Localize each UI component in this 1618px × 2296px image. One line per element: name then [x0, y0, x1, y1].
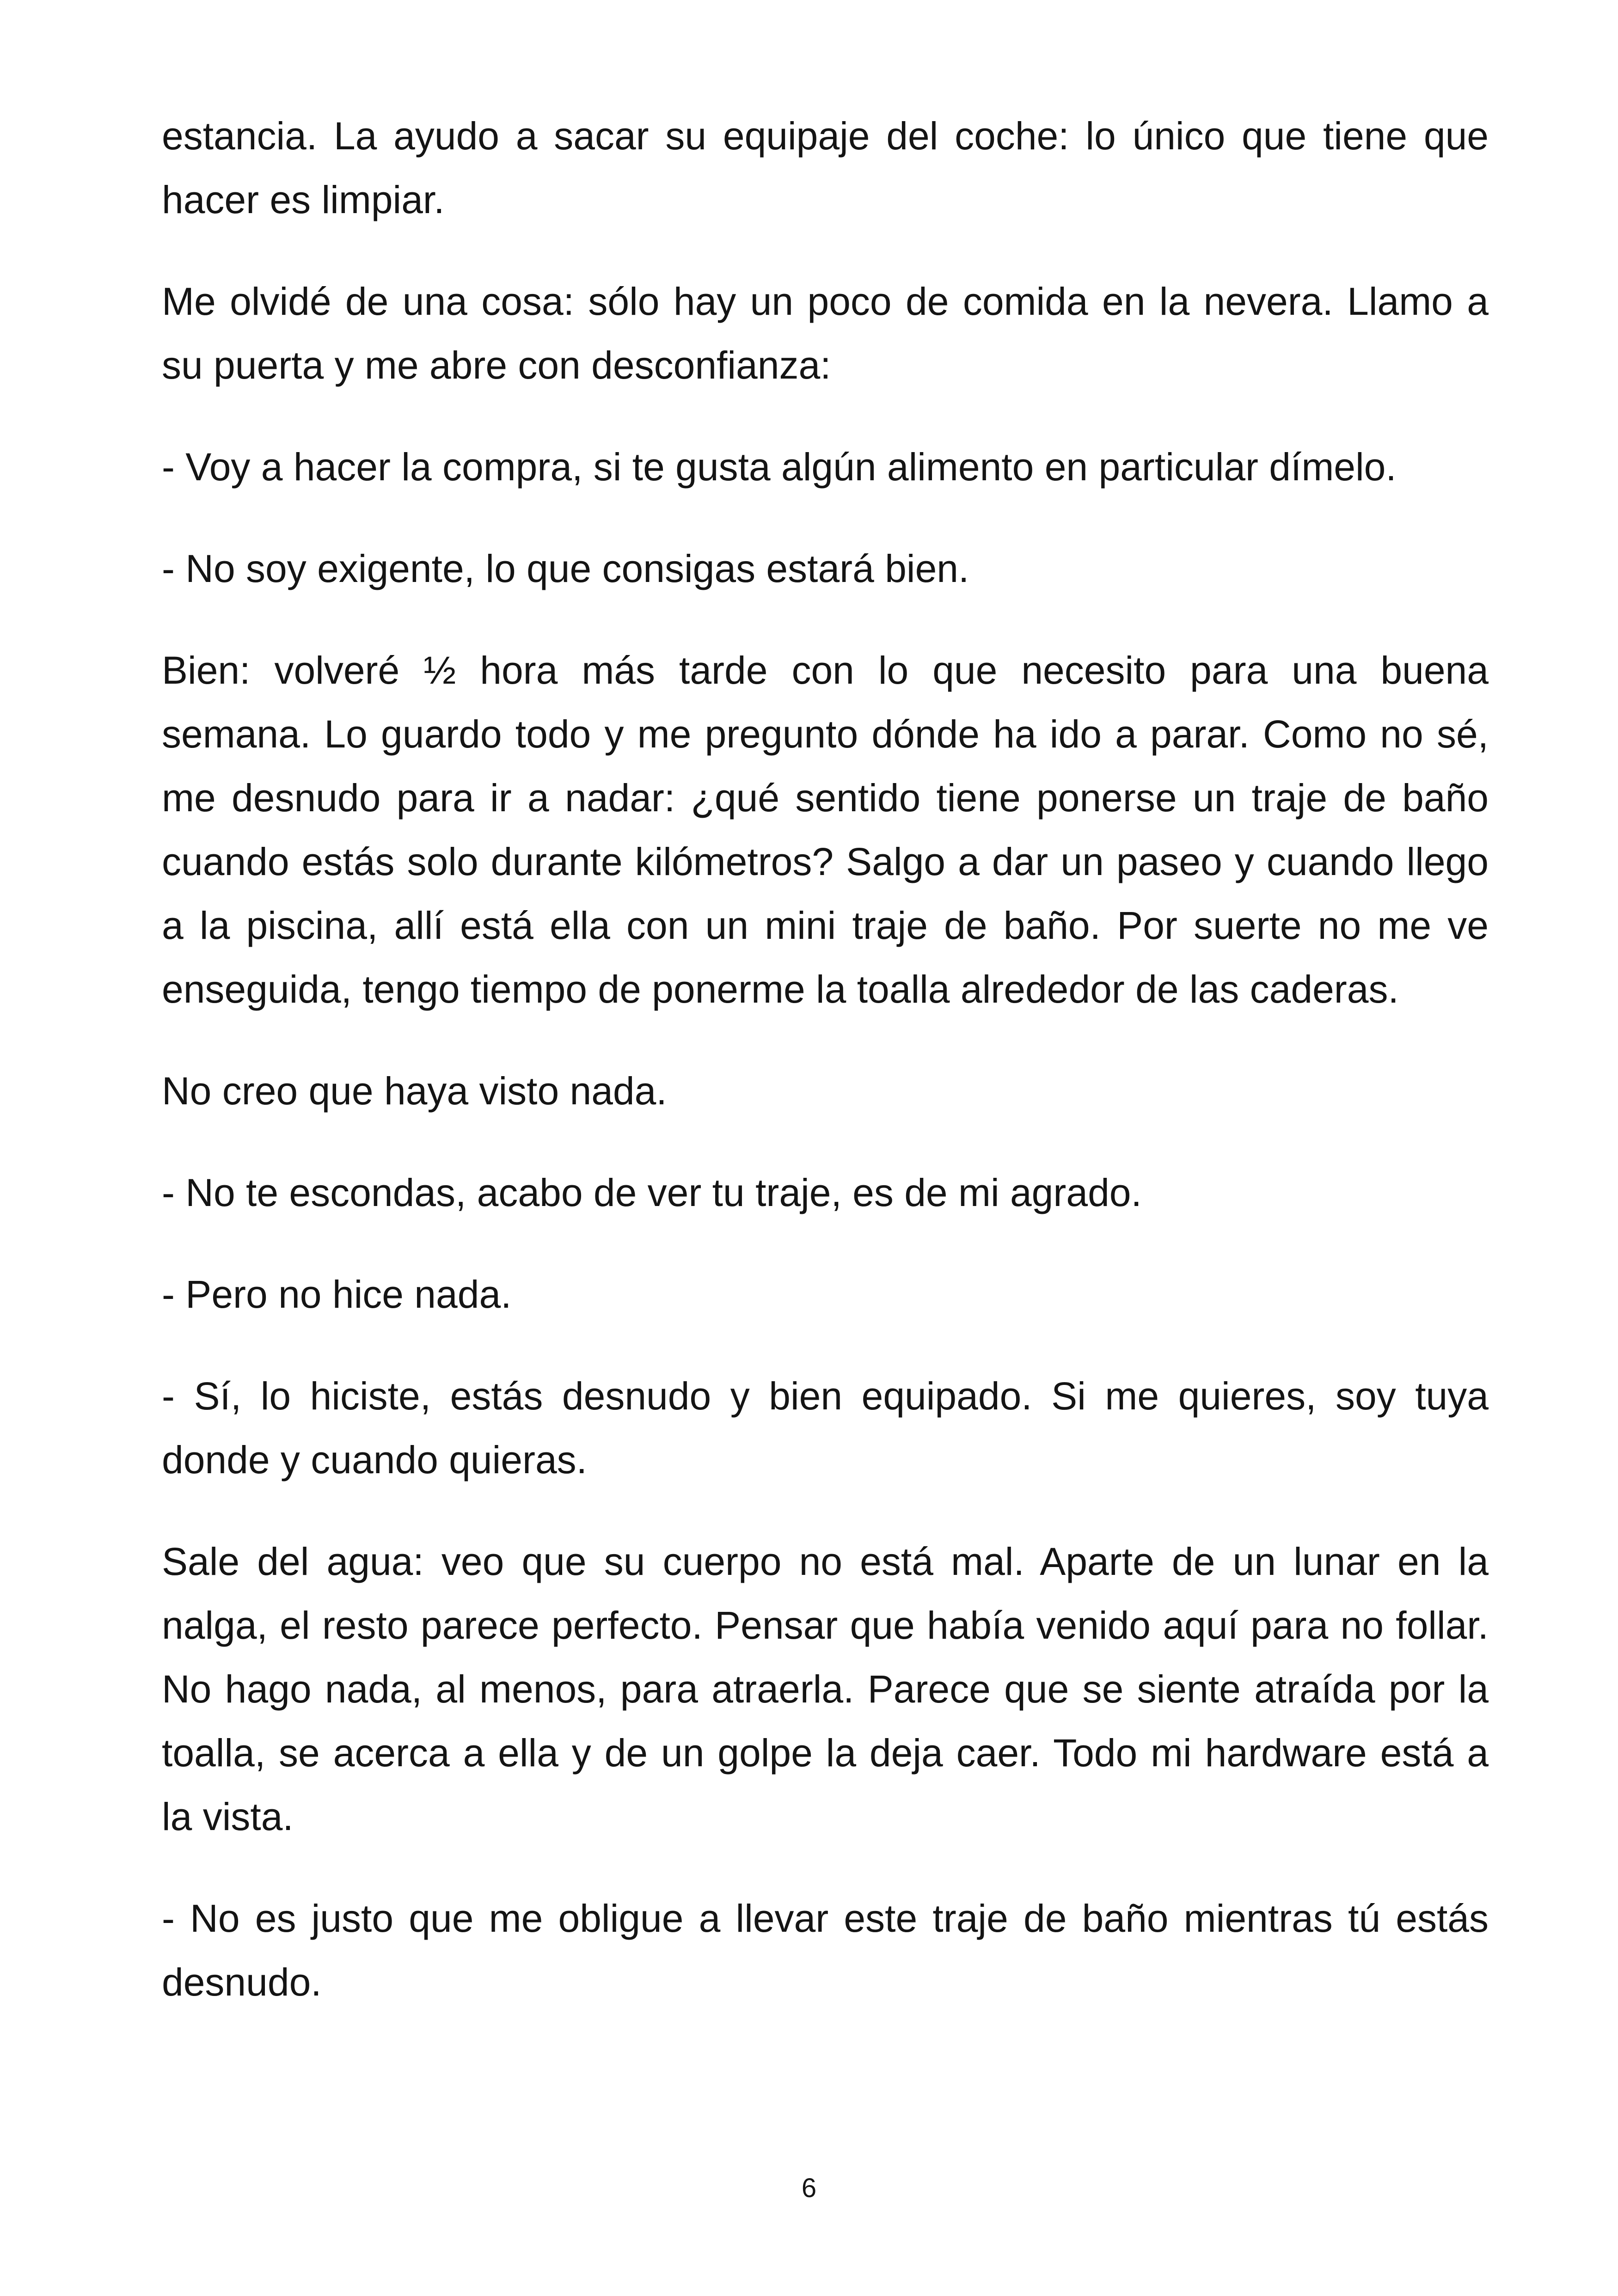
- paragraph: estancia. La ayudo a sacar su equipaje del coche: lo único que tiene que hacer es limpiar.: [162, 114, 1489, 221]
- paragraph: Me olvidé de una cosa: sólo hay un poco de comida en la nevera. Llamo a su puerta y me abre con desconfianza:: [162, 280, 1489, 387]
- paragraph: - No soy exigente, lo que consigas estará bien.: [162, 547, 969, 590]
- page-number: 6: [801, 2173, 817, 2203]
- body-text: [162, 104, 1489, 2014]
- paragraph: - No te escondas, acabo de ver tu traje, es de mi agrado.: [162, 1171, 1142, 1214]
- paragraph: - Sí, lo hiciste, estás desnudo y bien equipado. Si me quieres, soy tuya donde y cuando quieras.: [162, 1374, 1489, 1482]
- paragraph: Bien: volveré ½ hora más tarde con lo que necesito para una buena semana. Lo guardo todo y me pregunto dónde ha ido a parar. Como no sé, me desnudo para ir a nadar: ¿qué sentido tiene ponerse un traje de baño cuando estás solo durante kilómetros? Salgo a dar un paseo y cuando llego a la piscina, allí está ella con un mini traje de baño. Por suerte no me ve enseguida, tengo tiempo de ponerme la toalla alrededor de las caderas.: [162, 649, 1489, 1011]
- paragraph: - Pero no hice nada.: [162, 1273, 512, 1316]
- paragraph: No creo que haya visto nada.: [162, 1069, 667, 1113]
- paragraph: - No es justo que me obligue a llevar este traje de baño mientras tú estás desnudo.: [162, 1897, 1489, 2004]
- paragraph: Sale del agua: veo que su cuerpo no está mal. Aparte de un lunar en la nalga, el resto parece perfecto. Pensar que había venido aquí para no follar. No hago nada, al menos, para atraerla. Parece que se siente atraída por la toalla, se acerca a ella y de un golpe la deja caer. Todo mi hardware está a la vista.: [162, 1540, 1489, 1838]
- paragraph: - Voy a hacer la compra, si te gusta algún alimento en particular dímelo.: [162, 445, 1397, 489]
